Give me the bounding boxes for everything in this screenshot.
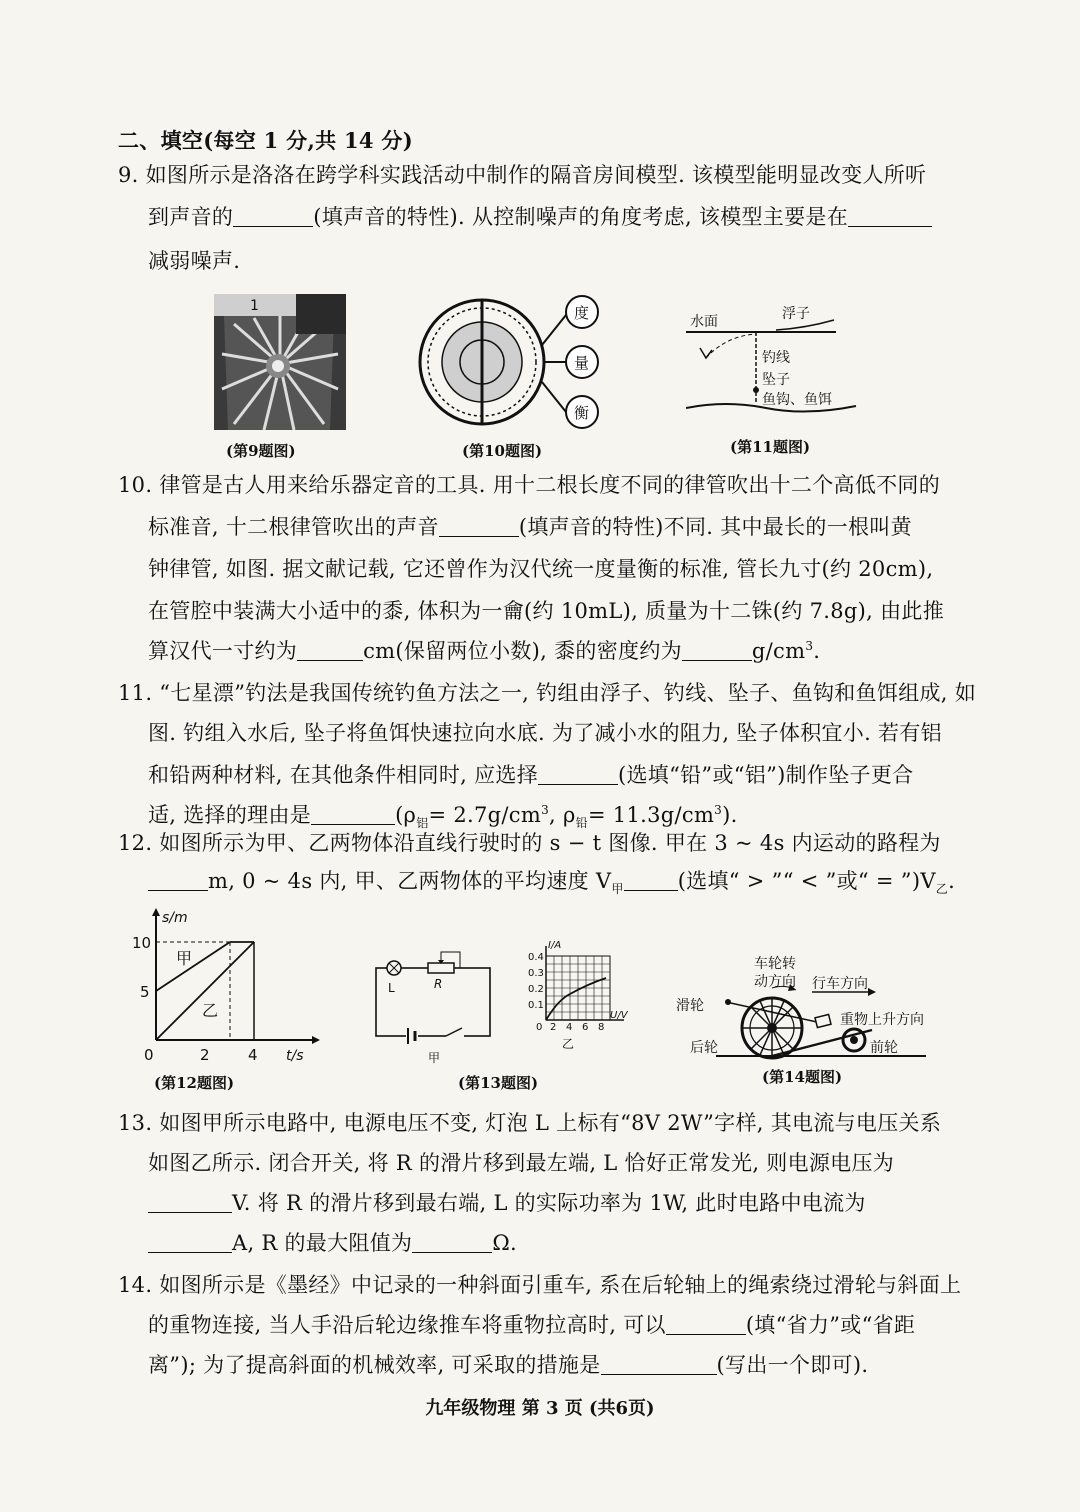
fig13-xlabel: U/V <box>610 1010 628 1021</box>
fig14-rotate-label: 车轮转 <box>754 956 796 972</box>
q12-sub: 甲 <box>611 882 624 897</box>
q14-text: 的重物连接, 当人手沿后轮边缘推车将重物拉高时, 可以 <box>148 1313 666 1337</box>
q10-text: (填声音的特性)不同. 其中最长的一根叫黄 <box>518 515 912 539</box>
fig13-lamp-label: L <box>388 981 395 995</box>
fig14-rotate-label-2: 动方向 <box>754 974 796 990</box>
fig13-ytick: 0 <box>536 1022 543 1033</box>
q12-line1: 12. 如图所示为甲、乙两物体沿直线行驶时的 s − t 图像. 甲在 3 ~ 4s 内运动的路程为 <box>118 831 941 855</box>
fig11-line-label: 钓线 <box>762 350 790 366</box>
fig14-pulley-label: 滑轮 <box>676 998 704 1014</box>
fig14-cart-diagram <box>676 948 946 1066</box>
q10-unit: g/cm <box>751 639 806 663</box>
q13-blank-2 <box>148 1232 232 1253</box>
fig13-caption: (第13题图) <box>458 1074 539 1092</box>
q14-blank-1 <box>666 1314 746 1335</box>
fig11-hook-label: 鱼钩、鱼饵 <box>762 392 832 408</box>
q14-text: 离”); 为了提高斜面的机械效率, 可采取的措施是 <box>148 1353 601 1377</box>
fig13-xtick: 2 <box>550 1022 557 1033</box>
fig11-water-label: 水面 <box>690 314 718 330</box>
q14-line2 <box>148 1310 915 1340</box>
q13-line3 <box>148 1188 866 1218</box>
q12-blank-1 <box>148 870 208 891</box>
fig14-caption: (第14题图) <box>762 1068 843 1086</box>
q11-line3 <box>148 760 913 790</box>
q11-sub: 铅 <box>575 816 588 831</box>
q10-line2 <box>148 512 912 542</box>
q14-blank-2 <box>601 1354 717 1375</box>
q10-blank-3 <box>682 640 752 661</box>
fig14-drive-label: 行车方向 <box>812 976 868 992</box>
fig13-ylabel: I/A <box>548 940 562 951</box>
fig13-label-jia: 甲 <box>428 1051 441 1065</box>
q14-line3 <box>148 1350 868 1380</box>
q11-blank-1 <box>538 764 618 785</box>
fig12-xtick-4: 4 <box>248 1046 258 1064</box>
fig12-line-jia <box>156 942 230 991</box>
q10-text: 标准音, 十二根律管吹出的声音 <box>148 515 439 539</box>
q11-sup: 3 <box>541 803 550 817</box>
q11-text: , ρ <box>549 803 576 827</box>
fig9-photo <box>214 294 346 430</box>
fig12-caption: (第12题图) <box>154 1074 235 1092</box>
fig10-label-heng: 衡 <box>574 404 590 422</box>
q13-blank-1 <box>148 1192 232 1213</box>
fig12-ylabel: s/m <box>162 910 188 926</box>
q10-blank-1 <box>439 516 519 537</box>
q10-line1: 10. 律管是古人用来给乐器定音的工具. 用十二根长度不同的律管吹出十二个高低不同的 <box>118 473 941 497</box>
fig13-xtick: 4 <box>566 1022 573 1033</box>
fig14-lift-label: 重物上升方向 <box>840 1012 924 1028</box>
q11-line1: 11. “七星漂”钓法是我国传统钓鱼方法之一, 钓组由浮子、钓线、坠子、鱼钩和鱼饵组成, 如 <box>118 681 977 705</box>
q11-text: ). <box>722 803 738 827</box>
fig12-st-graph <box>126 904 326 1068</box>
q9-text: 到声音的 <box>148 205 234 229</box>
q12-blank-2 <box>624 870 678 891</box>
fig14-rear-label: 后轮 <box>690 1040 718 1056</box>
q11-line2: 图. 钓组入水后, 坠子将鱼饵快速拉向水底. 为了减小水的阻力, 坠子体积宜小. 若有铝 <box>148 721 942 745</box>
q9-line3: 减弱噪声. <box>148 249 241 273</box>
q11-text: = 11.3g/cm <box>587 803 715 827</box>
q10-line5 <box>148 636 820 666</box>
fig12-ytick-5: 5 <box>140 983 150 1001</box>
q14-text: (填“省力”或“省距 <box>745 1313 916 1337</box>
q9-blank-2 <box>848 206 932 227</box>
fig12-ytick-10: 10 <box>132 934 152 952</box>
q11-sup: 3 <box>714 803 723 817</box>
fig12-xlabel: t/s <box>286 1048 304 1064</box>
fig13-xtick: 6 <box>582 1022 589 1033</box>
q12-sub: 乙 <box>935 882 949 897</box>
q11-blank-2 <box>311 804 395 825</box>
q10-text: . <box>813 639 821 663</box>
fig13-rheostat-label: R <box>434 977 443 991</box>
fig13-iv-curve <box>546 978 606 1020</box>
q9-line2 <box>148 202 932 232</box>
q10-text: cm(保留两位小数), 黍的密度约为 <box>363 639 682 663</box>
fig10-label-liang: 量 <box>574 354 590 372</box>
q13-text: A, R 的最大阻值为 <box>232 1231 413 1255</box>
fig12-xtick-0: 0 <box>144 1046 154 1064</box>
fig13-ytick: 0.3 <box>528 968 544 979</box>
q10-text: 算汉代一寸约为 <box>148 639 298 663</box>
fig11-sinker-label: 坠子 <box>762 372 790 388</box>
fig10-caption: (第10题图) <box>462 442 543 460</box>
q13-text: V. 将 R 的滑片移到最右端, L 的实际功率为 1W, 此时电路中电流为 <box>232 1191 866 1215</box>
q12-text: m, 0 ~ 4s 内, 甲、乙两物体的平均速度 V <box>208 869 612 893</box>
q11-text: (ρ <box>395 803 417 827</box>
q9-line1: 9. 如图所示是洛洛在跨学科实践活动中制作的隔音房间模型. 该模型能明显改变人所听 <box>118 163 927 187</box>
q12-text: . <box>948 869 956 893</box>
q14-line1: 14. 如图所示是《墨经》中记录的一种斜面引重车, 系在后轮轴上的绳索绕过滑轮与斜面上 <box>118 1273 962 1297</box>
fig9-mark: 1 <box>250 298 259 314</box>
fig10-diagram <box>416 290 616 430</box>
fig12-xtick-2: 2 <box>200 1046 210 1064</box>
q11-line4 <box>148 800 738 830</box>
q11-text: (选填“铅”或“铝”)制作坠子更合 <box>618 763 914 787</box>
q9-text: (填声音的特性). 从控制噪声的角度考虑, 该模型主要是在 <box>313 205 848 229</box>
fig9-caption: (第9题图) <box>226 442 296 460</box>
q11-text: 和铅两种材料, 在其他条件相同时, 应选择 <box>148 763 538 787</box>
fig13-ytick: 0.4 <box>528 952 544 963</box>
q13-text: Ω. <box>492 1231 517 1255</box>
q14-text: (写出一个即可). <box>716 1353 869 1377</box>
q13-blank-3 <box>412 1232 492 1253</box>
fig13-xtick: 8 <box>598 1022 605 1033</box>
q10-blank-2 <box>297 640 363 661</box>
q11-text: = 2.7g/cm <box>428 803 542 827</box>
fig12-label-jia: 甲 <box>176 949 193 968</box>
q11-sub: 铝 <box>416 816 429 831</box>
q13-line2: 如图乙所示. 闭合开关, 将 R 的滑片移到最左端, L 恰好正常发光, 则电源电压为 <box>148 1151 895 1175</box>
fig13-label-yi: 乙 <box>562 1037 575 1051</box>
fig11-diagram <box>686 300 866 420</box>
fig11-float-label: 浮子 <box>782 306 810 322</box>
q12-line2 <box>148 866 955 896</box>
q13-line1: 13. 如图甲所示电路中, 电源电压不变, 灯泡 L 上标有“8V 2W”字样, 其电流与电压关系 <box>118 1111 942 1135</box>
fig11-caption: (第11题图) <box>730 438 811 456</box>
fig13-circuit-and-graph <box>368 940 628 1068</box>
fig14-front-label: 前轮 <box>870 1040 898 1056</box>
fig12-label-yi: 乙 <box>202 1001 219 1020</box>
page-footer: 九年级物理 第 3 页 (共6页) <box>425 1398 655 1419</box>
fig13-ytick: 0.1 <box>528 1000 544 1011</box>
q12-text: (选填“ > ”“ < ”或“ = ”)V <box>677 869 936 893</box>
q13-line4 <box>148 1228 517 1258</box>
q9-blank-1 <box>233 206 313 227</box>
q10-line4: 在管腔中装满大小适中的黍, 体积为一龠(约 10mL), 质量为十二铢(约 7.8g), 由此推 <box>148 599 944 623</box>
q11-text: 适, 选择的理由是 <box>148 803 312 827</box>
q10-unit-sup: 3 <box>805 639 814 653</box>
fig10-label-du: 度 <box>574 304 590 322</box>
fig13-ytick: 0.2 <box>528 984 544 995</box>
fig12-line-yi <box>156 942 254 1040</box>
q10-line3: 钟律管, 如图. 据文献记载, 它还曾作为汉代统一度量衡的标准, 管长九寸(约 20cm), <box>148 557 934 581</box>
section-title: 二、填空(每空 1 分,共 14 分) <box>118 128 413 153</box>
